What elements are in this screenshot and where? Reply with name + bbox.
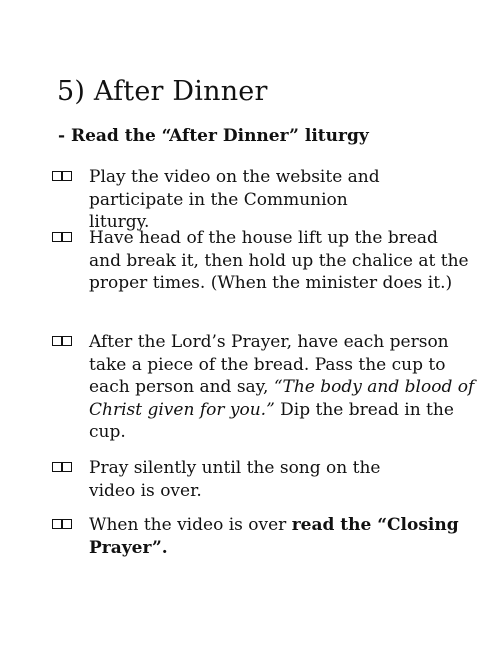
checkbox-icon[interactable] <box>52 171 72 181</box>
checklist-item <box>52 514 492 562</box>
checkbox-icon[interactable] <box>52 519 72 529</box>
checklist-item <box>52 331 492 446</box>
checklist-item-text: Play the video on the website and participate in the Communion liturgy. <box>89 167 380 232</box>
checkbox-icon[interactable] <box>52 232 72 242</box>
item-text-bold: read the “Closing Prayer”. <box>89 515 459 558</box>
item-text-part: After the Lord’s Prayer, have each person take a piece of the bread. Pass the cup to each person and say, <box>89 332 449 397</box>
checklist-item-text <box>89 514 489 559</box>
checklist-item-text <box>89 331 489 444</box>
checkbox-icon[interactable] <box>52 462 72 472</box>
checkbox-icon[interactable] <box>52 336 72 346</box>
item-text-part: When the video is over <box>89 515 292 535</box>
item-text-part: Dip the bread in the cup. <box>89 399 454 442</box>
checklist-item <box>52 457 492 505</box>
checklist-item-text: Pray silently until the song on the video is over. <box>89 458 381 501</box>
checklist-item-text: Have head of the house lift up the bread and break it, then hold up the chalice at the proper times. (When the minister does it.) <box>89 228 469 293</box>
checklist-item <box>52 227 492 319</box>
item-quote-italic: “The body and blood of Christ given for you.” <box>89 377 475 420</box>
checklist-item <box>52 166 492 232</box>
section-subheading: - Read the “After Dinner” liturgy <box>58 126 369 146</box>
section-heading: 5) After Dinner <box>57 76 268 107</box>
